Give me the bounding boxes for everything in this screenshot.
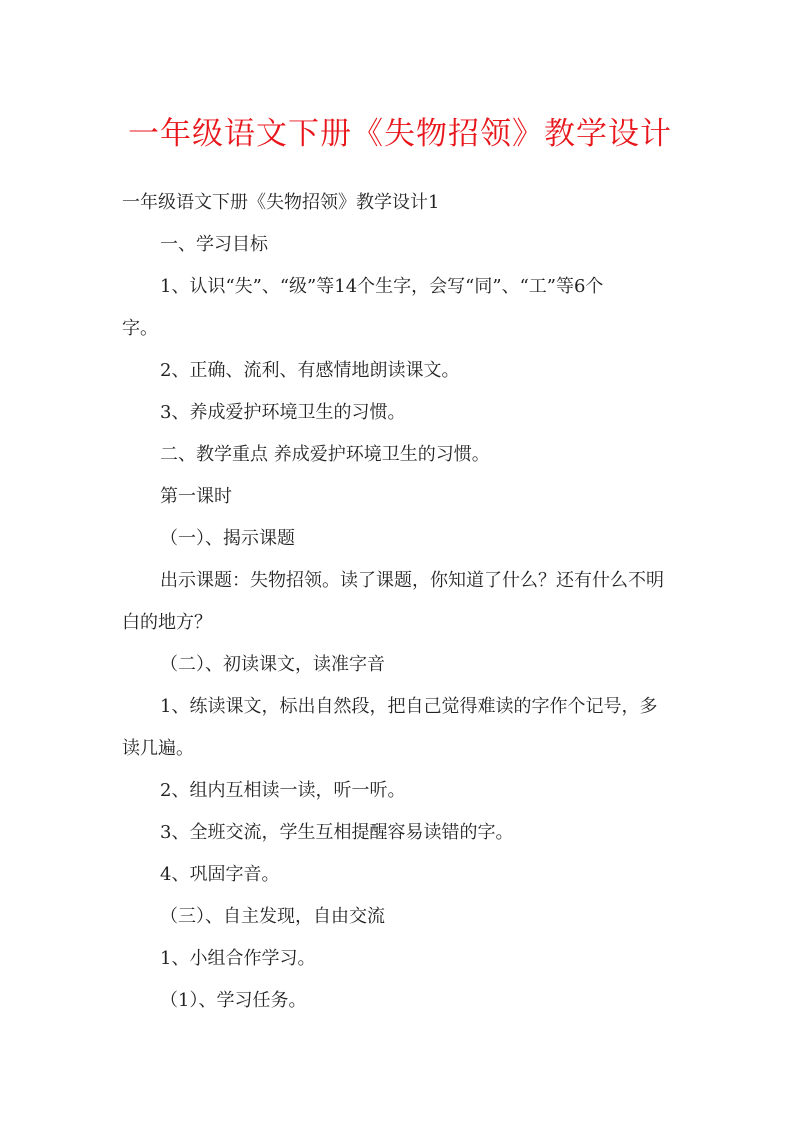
paragraph-line: 白的地方？ [122, 612, 212, 633]
paragraph-line: 出示课题：失物招领。读了课题，你知道了什么？还有什么不明 [160, 570, 664, 591]
paragraph-line: （三）、自主发现，自由交流 [160, 906, 385, 927]
paragraph-line: 读几遍。 [122, 738, 194, 759]
section-heading: 一、学习目标 [160, 234, 268, 255]
paragraph-line: 1、小组合作学习。 [160, 948, 316, 969]
paragraph-line: （1）、学习任务。 [160, 990, 307, 1011]
paragraph-line: 字。 [122, 318, 158, 339]
paragraph-line: 2、组内互相读一读，听一听。 [160, 780, 406, 801]
paragraph-line: 3、养成爱护环境卫生的习惯。 [160, 402, 406, 423]
paragraph-line: （一）、揭示课题 [160, 528, 295, 549]
section-heading: 二、教学重点 养成爱护环境卫生的习惯。 [160, 444, 490, 465]
paragraph-line: 3、全班交流，学生互相提醒容易读错的字。 [160, 822, 514, 843]
doc-subtitle: 一年级语文下册《失物招领》教学设计1 [122, 192, 440, 213]
paragraph-line: （二）、初读课文，读准字音 [160, 654, 385, 675]
paragraph-line: 1、练读课文，标出自然段，把自己觉得难读的字作个记号，多 [160, 696, 658, 717]
paragraph-line: 1、认识“失”、“级”等14个生字，会写“同”、“工”等6个 [160, 276, 604, 297]
paragraph-line: 4、巩固字音。 [160, 864, 280, 885]
paragraph-line: 第一课时 [160, 486, 232, 507]
paragraph-line: 2、正确、流利、有感情地朗读课文。 [160, 360, 460, 381]
document-title: 一年级语文下册《失物招领》教学设计 [128, 116, 672, 152]
